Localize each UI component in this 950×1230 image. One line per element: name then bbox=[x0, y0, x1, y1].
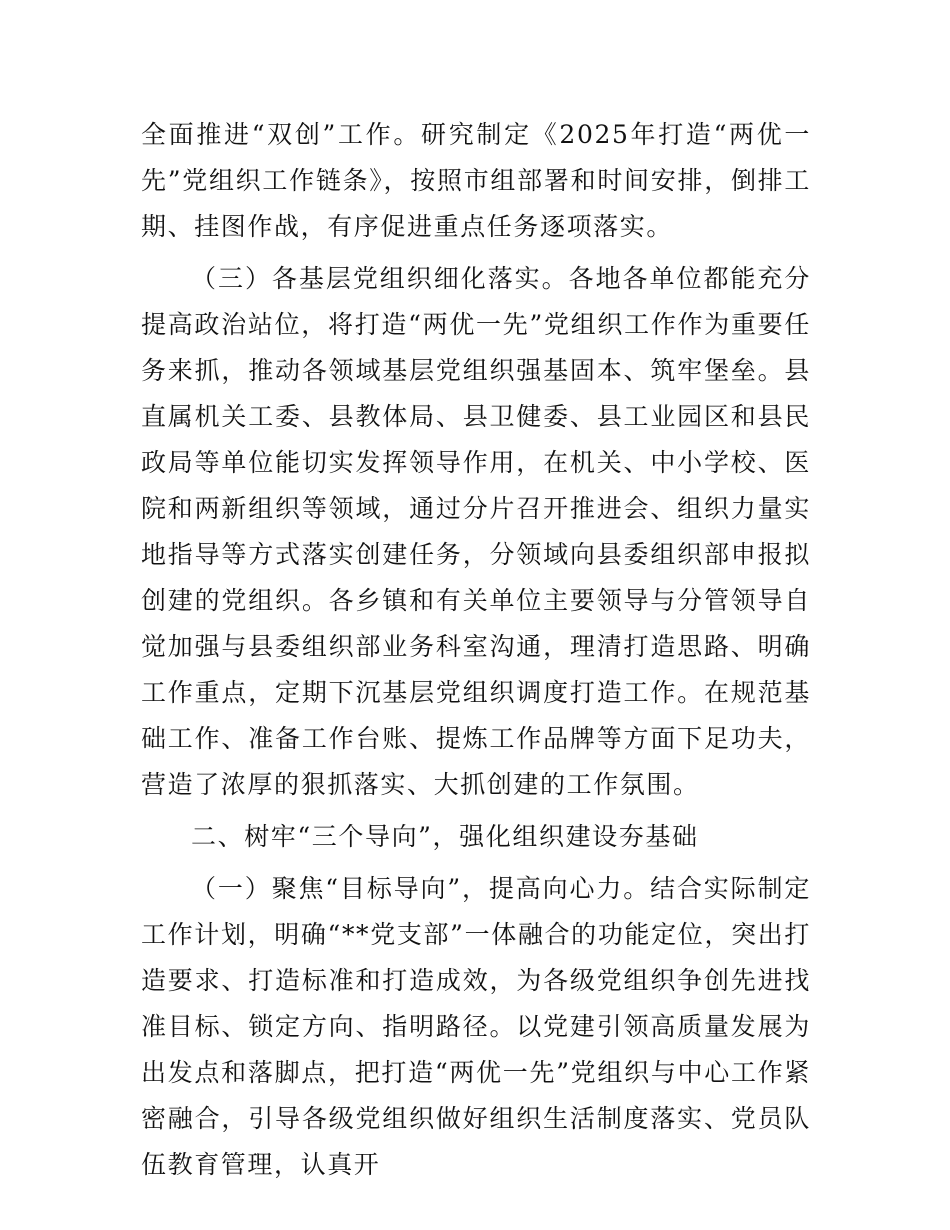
paragraph-section-2-1: （一）聚焦“目标导向”，提高向心力。结合实际制定工作计划，明确“**党支部”一体融合的功能定位，突出打造要求、打造标准和打造成效，为各级党组织争创先进找准目标、锁定方向、指明路径。以党建引领高质量发展为出发点和落脚点，把打造“两优一先”党组织与中心工作紧密融合，引导各级党组织做好组织生活制度落实、党员队伍教育管理，认真开 bbox=[141, 874, 811, 1179]
paragraph-section-3: （三）各基层党组织细化落实。各地各单位都能充分提高政治站位，将打造“两优一先”党组织工作作为重要任务来抓，推动各领域基层党组织强基固本、筑牢堡垒。县直属机关工委、县教体局、县卫健委、县工业园区和县民政局等单位能切实发挥领导作用，在机关、中小学校、医院和两新组织等领域，通过分片召开推进会、组织力量实地指导等方式落实创建任务，分领域向县委组织部申报拟创建的党组织。各乡镇和有关单位主要领导与分管领导自觉加强与县委组织部业务科室沟通，理清打造思路、明确工作重点，定期下沉基层党组织调度打造工作。在规范基础工作、准备工作台账、提炼工作品牌等方面下足功夫，营造了浓厚的狠抓落实、大抓创建的工作氛围。 bbox=[141, 264, 811, 799]
document-body bbox=[141, 112, 811, 1194]
section-heading-2: 二、树牢“三个导向”，强化组织建设夯基础 bbox=[191, 822, 699, 851]
paragraph-continuation: 全面推进“双创”工作。研究制定《2025年打造“两优一先”党组织工作链条》，按照市组部署和时间安排，倒排工期、挂图作战，有序促进重点任务逐项落实。 bbox=[141, 120, 811, 241]
